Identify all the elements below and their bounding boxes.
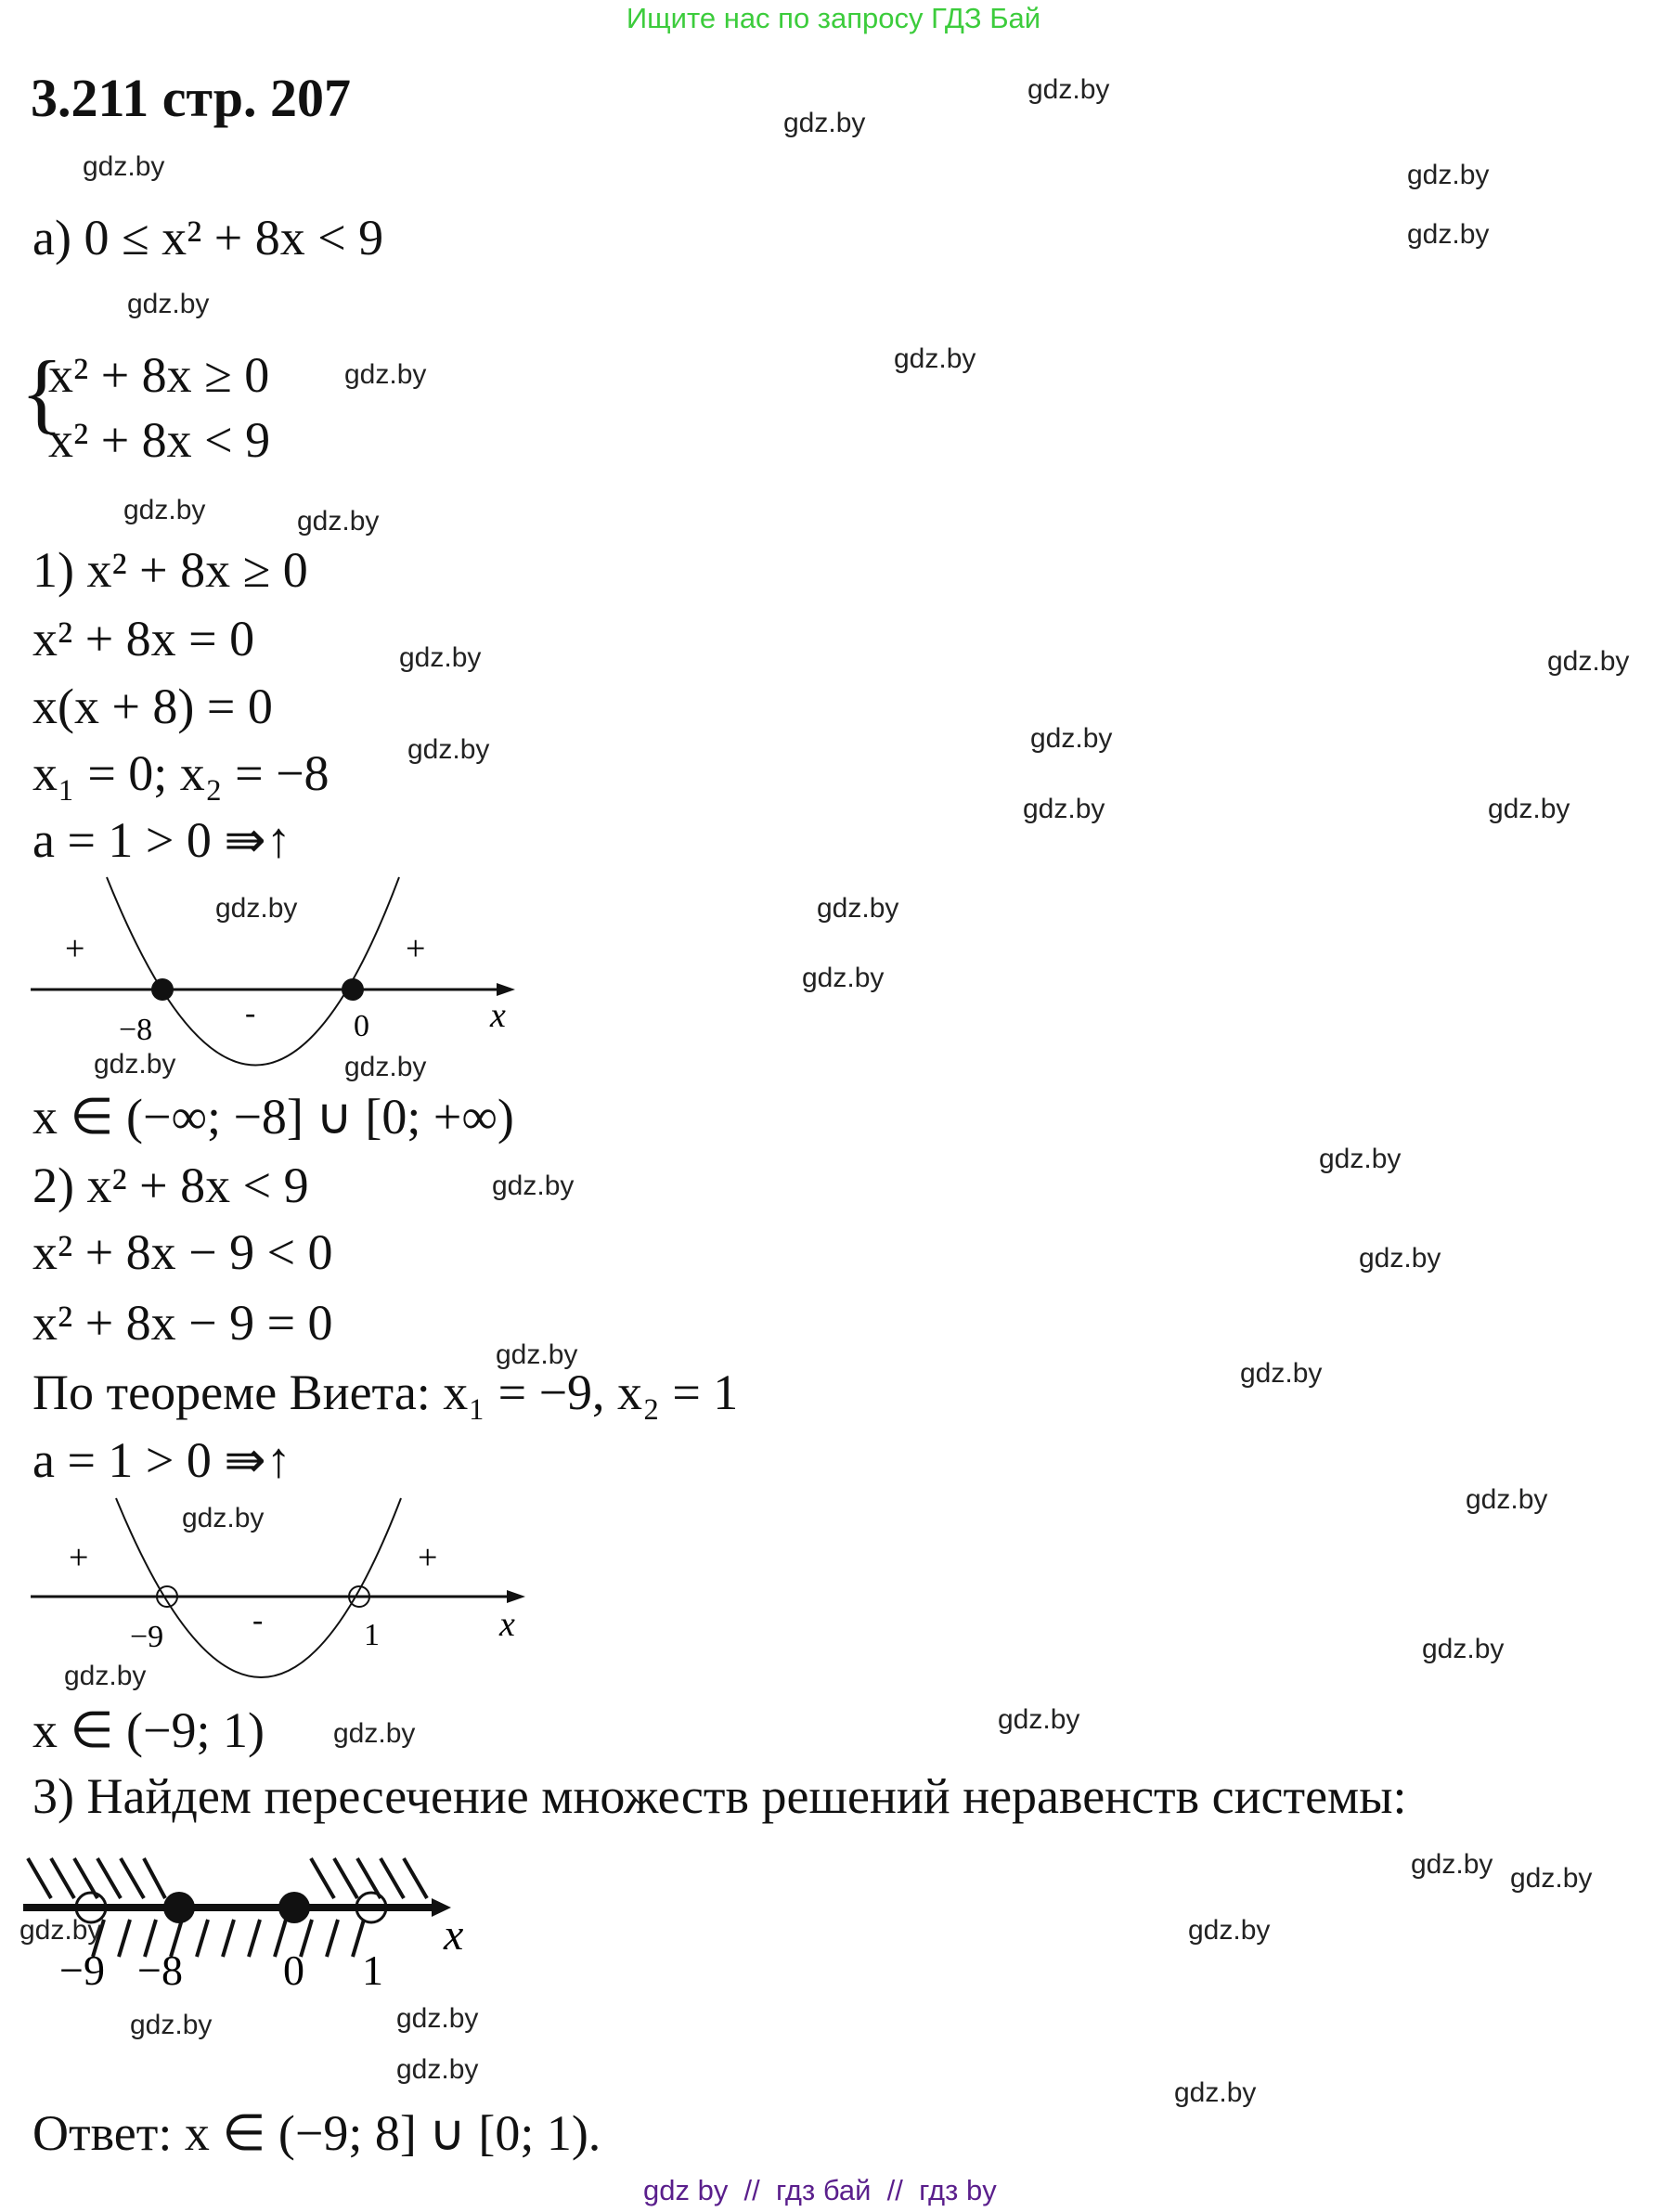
step1-line: 1) x² + 8x ≥ 0	[32, 542, 308, 598]
watermark: gdz.by	[492, 1171, 575, 1201]
sign-plus: +	[406, 929, 426, 968]
sign-plus: +	[65, 929, 85, 968]
step2-line: x² + 8x − 9 < 0	[32, 1224, 333, 1280]
watermark: gdz.by	[396, 2054, 479, 2085]
tick-label: 1	[362, 1947, 383, 1994]
root-label: 1	[364, 1618, 380, 1652]
watermark: gdz.by	[297, 506, 380, 537]
tick-label: −9	[59, 1947, 105, 1994]
watermark: gdz.by	[1023, 794, 1105, 824]
sign-plus: +	[69, 1538, 89, 1577]
footer-links: gdz by // гдз бай // гдз by	[643, 2174, 997, 2206]
step2-solution: x ∈ (−9; 1)	[32, 1702, 265, 1758]
watermark: gdz.by	[1488, 794, 1570, 824]
watermark: gdz.by	[344, 359, 427, 390]
watermark: gdz.by	[407, 734, 490, 765]
sign-minus: -	[252, 1603, 264, 1637]
search-hint-banner: Ищите нас по запросу ГДЗ Бай	[626, 2, 1041, 34]
watermark: gdz.by	[215, 893, 298, 924]
step1-line: x₁ = 0; x₂ = −8	[32, 745, 330, 801]
parabola-graph-2	[0, 1485, 557, 1689]
axis-label: x	[499, 1605, 515, 1644]
inequality-statement: а) 0 ≤ x² + 8x < 9	[32, 210, 384, 265]
step2-line: x² + 8x − 9 = 0	[32, 1295, 333, 1351]
step2-line: 2) x² + 8x < 9	[32, 1158, 309, 1213]
watermark: gdz.by	[1407, 160, 1490, 190]
step1-solution: x ∈ (−∞; −8] ∪ [0; +∞)	[32, 1089, 514, 1145]
watermark: gdz.by	[64, 1661, 147, 1691]
watermark: gdz.by	[1027, 74, 1110, 105]
watermark: gdz.by	[783, 108, 866, 138]
filled-point	[278, 1892, 310, 1923]
exercise-title: 3.211 стр. 207	[31, 68, 351, 128]
watermark: gdz.by	[94, 1049, 176, 1080]
watermark: gdz.by	[894, 343, 976, 374]
filled-point	[151, 978, 174, 1001]
tick-label: 0	[283, 1947, 304, 1994]
watermark: gdz.by	[1319, 1144, 1402, 1174]
step2-line: a = 1 > 0 ⇛↑	[32, 1432, 291, 1488]
system-brace: {	[20, 343, 64, 442]
root-label: 0	[354, 1009, 369, 1043]
watermark: gdz.by	[496, 1339, 578, 1370]
filled-point	[163, 1892, 195, 1923]
watermark: gdz.by	[1030, 723, 1113, 754]
step1-line: x(x + 8) = 0	[32, 679, 273, 734]
answer: Ответ: x ∈ (−9; 8] ∪ [0; 1).	[32, 2105, 601, 2161]
axis-label: x	[490, 996, 506, 1035]
watermark: gdz.by	[1547, 646, 1630, 677]
root-label: −9	[130, 1620, 164, 1654]
watermark: gdz.by	[396, 2003, 479, 2034]
tick-label: −8	[137, 1947, 183, 1994]
system-line-1: x² + 8x ≥ 0	[48, 347, 270, 403]
root-label: −8	[119, 1013, 153, 1047]
watermark: gdz.by	[127, 289, 210, 319]
step3-heading: 3) Найдем пересечение множеств решений неравенств системы:	[32, 1768, 1407, 1824]
watermark: gdz.by	[802, 963, 885, 993]
watermark: gdz.by	[1407, 219, 1490, 250]
watermark: gdz.by	[19, 1915, 102, 1946]
watermark: gdz.by	[399, 642, 482, 673]
sign-plus: +	[418, 1538, 438, 1577]
hatching-lower	[93, 1920, 364, 1957]
watermark: gdz.by	[333, 1718, 416, 1749]
watermark: gdz.by	[344, 1052, 427, 1082]
step2-line: По теореме Виета: x₁ = −9, x₂ = 1	[32, 1365, 739, 1420]
watermark: gdz.by	[182, 1503, 265, 1533]
watermark: gdz.by	[123, 495, 206, 525]
watermark: gdz.by	[817, 893, 899, 924]
axis-arrow	[507, 1590, 525, 1603]
axis-label: x	[444, 1910, 464, 1960]
watermark: gdz.by	[1174, 2077, 1257, 2108]
watermark: gdz.by	[1466, 1484, 1548, 1515]
filled-point	[342, 978, 364, 1001]
watermark: gdz.by	[1510, 1863, 1593, 1894]
watermark: gdz.by	[130, 2010, 213, 2040]
step1-line: a = 1 > 0 ⇛↑	[32, 812, 291, 868]
watermark: gdz.by	[998, 1704, 1080, 1735]
system-line-2: x² + 8x < 9	[48, 412, 271, 468]
watermark: gdz.by	[1422, 1634, 1505, 1664]
step1-line: x² + 8x = 0	[32, 611, 255, 666]
sign-minus: -	[245, 996, 256, 1030]
watermark: gdz.by	[1240, 1358, 1323, 1389]
watermark: gdz.by	[1411, 1849, 1493, 1880]
axis-arrow	[497, 983, 515, 996]
watermark: gdz.by	[83, 151, 165, 182]
watermark: gdz.by	[1188, 1915, 1271, 1946]
watermark: gdz.by	[1359, 1243, 1441, 1274]
